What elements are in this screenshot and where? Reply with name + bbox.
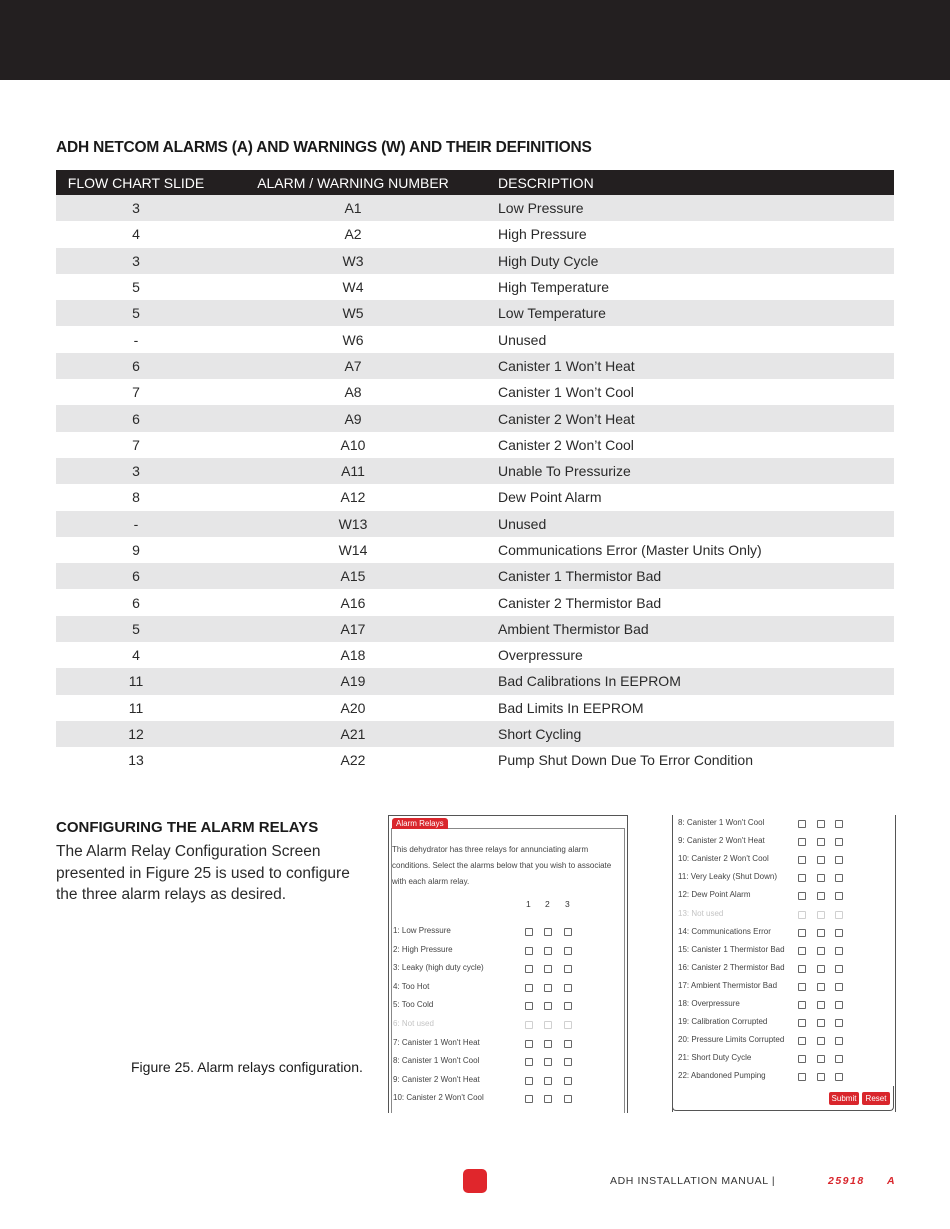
relay-column-2: 2 xyxy=(545,899,550,909)
relay-3-checkbox[interactable] xyxy=(835,1055,843,1063)
relay-alarm-label: 8: Canister 1 Won't Cool xyxy=(393,1056,480,1066)
relay-alarm-label: 11: Very Leaky (Shut Down) xyxy=(678,872,778,882)
relay-alarm-label: 8: Canister 1 Won't Cool xyxy=(678,818,765,827)
cell-description: Low Temperature xyxy=(490,300,894,326)
relay-2-checkbox[interactable] xyxy=(817,965,825,973)
relay-1-checkbox[interactable] xyxy=(798,838,806,846)
cell-alarm-number: A19 xyxy=(216,668,490,694)
cell-description: Bad Limits In EEPROM xyxy=(498,699,644,716)
header-flow-chart-slide: FLOW CHART SLIDE xyxy=(56,170,216,195)
relay-2-checkbox[interactable] xyxy=(817,1055,825,1063)
relay-1-checkbox[interactable] xyxy=(798,1037,806,1045)
relay-3-checkbox[interactable] xyxy=(835,1073,843,1081)
relay-2-checkbox[interactable] xyxy=(544,1077,552,1085)
cell-alarm-number: A1 xyxy=(216,195,490,221)
relay-2-checkbox[interactable] xyxy=(817,1001,825,1009)
cell-alarm-number: A18 xyxy=(340,647,366,664)
relay-3-checkbox[interactable] xyxy=(835,983,843,991)
cell-description: Pump Shut Down Due To Error Condition xyxy=(498,752,753,769)
relay-1-checkbox[interactable] xyxy=(525,984,533,992)
table-header-row xyxy=(56,170,894,195)
table-row xyxy=(56,642,894,668)
relay-alarm-label: 16: Canister 2 Thermistor Bad xyxy=(678,962,785,972)
cell-flow-chart-slide: 6 xyxy=(132,594,140,611)
relay-3-checkbox[interactable] xyxy=(564,1095,572,1103)
relay-1-checkbox[interactable] xyxy=(798,947,806,955)
section-title: ADH NETCOM ALARMS (A) AND WARNINGS (W) AND THEIR DEFINITIONS xyxy=(56,139,592,156)
top-banner xyxy=(0,0,950,80)
relay-2-checkbox[interactable] xyxy=(817,929,825,937)
table-row xyxy=(56,695,894,721)
table-row xyxy=(56,274,894,300)
relay-1-checkbox[interactable] xyxy=(798,1055,806,1063)
brand-mark xyxy=(463,1169,487,1193)
relay-1-checkbox[interactable] xyxy=(798,874,806,882)
relay-alarm-label: 17: Ambient Thermistor Bad xyxy=(678,980,778,990)
relay-1-checkbox[interactable] xyxy=(525,947,533,955)
cell-flow-chart-slide: 6 xyxy=(56,563,216,589)
cell-description: Canister 2 Thermistor Bad xyxy=(498,594,662,611)
relay-alarm-label: 9: Canister 2 Won't Heat xyxy=(393,1074,480,1084)
cell-description: Communications Error (Master Units Only) xyxy=(498,542,762,558)
relay-1-checkbox[interactable] xyxy=(798,1001,806,1009)
cell-flow-chart-slide: 5 xyxy=(56,616,216,642)
relay-3-checkbox[interactable] xyxy=(564,1040,572,1048)
cell-alarm-number: W5 xyxy=(216,300,490,326)
cell-alarm-number: A10 xyxy=(340,436,366,453)
cell-description: Canister 2 Won’t Heat xyxy=(490,405,894,431)
relay-1-checkbox[interactable] xyxy=(525,1077,533,1085)
cell-alarm-number: A21 xyxy=(216,721,490,747)
relay-alarm-label: 10: Canister 2 Won't Cool xyxy=(393,1093,484,1103)
relay-2-checkbox[interactable] xyxy=(817,1037,825,1045)
relay-2-checkbox[interactable] xyxy=(544,965,552,973)
relay-1-checkbox[interactable] xyxy=(798,1019,806,1027)
cell-alarm-number: W6 xyxy=(342,331,364,348)
relay-alarm-label: 12: Dew Point Alarm xyxy=(678,890,751,900)
table-row xyxy=(56,405,894,431)
table-row xyxy=(56,721,894,747)
table-row xyxy=(56,668,894,694)
relay-alarm-label: 5: Too Cold xyxy=(393,1000,434,1010)
relay-3-checkbox[interactable] xyxy=(835,1019,843,1027)
relay-screen-right-frame xyxy=(672,1086,894,1111)
relay-3-checkbox[interactable] xyxy=(564,1077,572,1085)
relay-alarm-label: 10: Canister 2 Won't Cool xyxy=(678,854,769,864)
config-body: The Alarm Relay Configuration Screen presented in Figure 25 is used to configure the three alarm relays as desired. xyxy=(56,843,350,903)
cell-description: Overpressure xyxy=(498,647,583,664)
relay-alarm-label: 4: Too Hot xyxy=(393,981,430,991)
relay-1-checkbox[interactable] xyxy=(798,965,806,973)
relay-1-checkbox[interactable] xyxy=(525,1021,533,1029)
cell-alarm-number: A16 xyxy=(340,594,366,611)
header-alarm-warning-number: ALARM / WARNING NUMBER xyxy=(216,170,490,195)
relay-3-checkbox[interactable] xyxy=(835,929,843,937)
relay-3-checkbox[interactable] xyxy=(835,1001,843,1009)
cell-flow-chart-slide: - xyxy=(133,331,139,348)
relay-3-checkbox[interactable] xyxy=(835,947,843,955)
submit-button[interactable]: Submit xyxy=(829,1092,859,1105)
relay-alarm-label: 2: High Pressure xyxy=(393,944,453,954)
cell-alarm-number: W4 xyxy=(342,279,364,296)
cell-alarm-number: A7 xyxy=(216,353,490,379)
cell-flow-chart-slide: 4 xyxy=(132,226,140,243)
relay-2-checkbox[interactable] xyxy=(544,928,552,936)
cell-description: Canister 2 Won’t Cool xyxy=(498,436,634,453)
cell-alarm-number: W13 xyxy=(216,511,490,537)
relay-alarm-label: 15: Canister 1 Thermistor Bad xyxy=(678,944,785,954)
table-row xyxy=(56,747,894,773)
cell-alarm-number: A11 xyxy=(216,458,490,484)
relay-2-checkbox[interactable] xyxy=(817,874,825,882)
cell-flow-chart-slide: 6 xyxy=(56,405,216,431)
cell-description: High Temperature xyxy=(498,279,610,296)
table-row xyxy=(56,589,894,615)
relay-3-checkbox[interactable] xyxy=(835,1037,843,1045)
cell-flow-chart-slide: - xyxy=(56,511,216,537)
cell-alarm-number: A12 xyxy=(340,489,366,506)
relay-1-checkbox[interactable] xyxy=(525,1040,533,1048)
cell-flow-chart-slide: 3 xyxy=(56,195,216,221)
relay-3-checkbox[interactable] xyxy=(564,947,572,955)
relay-1-checkbox[interactable] xyxy=(525,1058,533,1066)
reset-button[interactable]: Reset xyxy=(862,1092,890,1105)
footer-doc-number: 25918 xyxy=(828,1175,865,1187)
cell-flow-chart-slide: 3 xyxy=(56,458,216,484)
alarm-relays-tab[interactable]: Alarm Relays xyxy=(392,818,448,829)
cell-flow-chart-slide: 9 xyxy=(132,542,140,558)
table-row xyxy=(56,511,894,537)
relay-1-checkbox[interactable] xyxy=(798,1073,806,1081)
relay-alarm-label: 3: Leaky (high duty cycle) xyxy=(393,963,484,973)
relay-3-checkbox[interactable] xyxy=(835,874,843,882)
relay-alarm-label: 13: Not used xyxy=(678,908,724,918)
relay-2-checkbox[interactable] xyxy=(544,1021,552,1029)
relay-column-1: 1 xyxy=(526,899,531,909)
relay-3-checkbox[interactable] xyxy=(564,965,572,973)
header-description: DESCRIPTION xyxy=(490,170,894,195)
relay-2-checkbox[interactable] xyxy=(817,892,825,900)
relay-alarm-label: 19: Calibration Corrupted xyxy=(678,1017,768,1027)
footer-manual-text: ADH INSTALLATION MANUAL | xyxy=(610,1175,776,1187)
relay-1-checkbox[interactable] xyxy=(798,929,806,937)
relay-alarm-label: 22: Abandoned Pumping xyxy=(678,1071,766,1081)
relay-2-checkbox[interactable] xyxy=(817,1073,825,1081)
cell-flow-chart-slide: 12 xyxy=(56,721,216,747)
relay-intro: This dehydrator has three relays for annunciating alarm conditions. Select the alarms below that you wish to associate with each alarm relay. xyxy=(392,845,612,886)
relay-1-checkbox[interactable] xyxy=(525,1095,533,1103)
relay-3-checkbox[interactable] xyxy=(564,1002,572,1010)
relay-2-checkbox[interactable] xyxy=(817,1019,825,1027)
cell-alarm-number: A9 xyxy=(216,405,490,431)
cell-alarm-number: W14 xyxy=(338,542,368,558)
cell-flow-chart-slide: 3 xyxy=(56,248,216,274)
cell-description: Canister 1 Won’t Heat xyxy=(490,353,894,379)
figure-caption: Figure 25. Alarm relays configuration. xyxy=(131,1059,363,1075)
table-row xyxy=(56,326,894,352)
relay-3-checkbox[interactable] xyxy=(564,984,572,992)
relay-1-checkbox[interactable] xyxy=(798,856,806,864)
cell-flow-chart-slide: 4 xyxy=(132,647,140,664)
relay-2-checkbox[interactable] xyxy=(817,947,825,955)
relay-1-checkbox[interactable] xyxy=(798,820,806,828)
relay-2-checkbox[interactable] xyxy=(544,984,552,992)
table-row xyxy=(56,248,894,274)
table-row xyxy=(56,300,894,326)
table-row xyxy=(56,353,894,379)
relay-2-checkbox[interactable] xyxy=(544,1095,552,1103)
cell-alarm-number: A20 xyxy=(340,699,366,716)
relay-alarm-label: 14: Communications Error xyxy=(678,926,771,936)
relay-3-checkbox[interactable] xyxy=(564,928,572,936)
cell-alarm-number: W3 xyxy=(216,248,490,274)
relay-1-checkbox[interactable] xyxy=(798,892,806,900)
relay-1-checkbox[interactable] xyxy=(525,1002,533,1010)
alarms-table xyxy=(56,170,894,774)
cell-description: Unused xyxy=(490,511,894,537)
relay-3-checkbox[interactable] xyxy=(835,965,843,973)
cell-alarm-number: A2 xyxy=(344,226,362,243)
relay-1-checkbox[interactable] xyxy=(798,911,806,919)
relay-2-checkbox[interactable] xyxy=(817,838,825,846)
cell-description: Unused xyxy=(498,331,547,348)
cell-description: Dew Point Alarm xyxy=(498,489,602,506)
relay-3-checkbox[interactable] xyxy=(564,1021,572,1029)
relay-2-checkbox[interactable] xyxy=(817,911,825,919)
cell-alarm-number: A17 xyxy=(216,616,490,642)
relay-alarm-label: 1: Low Pressure xyxy=(393,926,451,935)
table-row xyxy=(56,563,894,589)
cell-flow-chart-slide: 5 xyxy=(56,300,216,326)
cell-flow-chart-slide: 5 xyxy=(132,279,140,296)
relay-1-checkbox[interactable] xyxy=(525,965,533,973)
relay-1-checkbox[interactable] xyxy=(525,928,533,936)
cell-description: Canister 1 Thermistor Bad xyxy=(490,563,894,589)
relay-3-checkbox[interactable] xyxy=(835,820,843,828)
table-row xyxy=(56,616,894,642)
cell-description: Ambient Thermistor Bad xyxy=(490,616,894,642)
config-title: CONFIGURING THE ALARM RELAYS xyxy=(56,819,319,836)
cell-description: Canister 1 Won’t Cool xyxy=(498,384,634,401)
relay-alarm-label: 6: Not used xyxy=(393,1019,434,1028)
cell-flow-chart-slide: 8 xyxy=(132,489,140,506)
cell-description: High Pressure xyxy=(498,226,587,243)
relay-column-3: 3 xyxy=(565,899,570,909)
table-row xyxy=(56,379,894,405)
relay-2-checkbox[interactable] xyxy=(544,947,552,955)
relay-3-checkbox[interactable] xyxy=(835,911,843,919)
cell-flow-chart-slide: 7 xyxy=(132,384,140,401)
relay-1-checkbox[interactable] xyxy=(798,983,806,991)
relay-2-checkbox[interactable] xyxy=(817,820,825,828)
relay-3-checkbox[interactable] xyxy=(835,856,843,864)
table-row xyxy=(56,458,894,484)
table-row xyxy=(56,195,894,221)
cell-description: Low Pressure xyxy=(490,195,894,221)
cell-description: Short Cycling xyxy=(490,721,894,747)
relay-alarm-label: 9: Canister 2 Won't Heat xyxy=(678,836,765,846)
table-row xyxy=(56,484,894,510)
cell-flow-chart-slide: 11 xyxy=(56,668,216,694)
cell-description: High Duty Cycle xyxy=(490,248,894,274)
relay-alarm-label: 18: Overpressure xyxy=(678,999,740,1008)
relay-2-checkbox[interactable] xyxy=(544,1058,552,1066)
cell-flow-chart-slide: 13 xyxy=(128,752,144,769)
relay-2-checkbox[interactable] xyxy=(544,1002,552,1010)
relay-3-checkbox[interactable] xyxy=(835,892,843,900)
table-row xyxy=(56,432,894,458)
relay-3-checkbox[interactable] xyxy=(564,1058,572,1066)
cell-alarm-number: A8 xyxy=(344,384,362,401)
footer-revision: A xyxy=(887,1175,895,1187)
cell-flow-chart-slide: 11 xyxy=(128,699,144,716)
relay-2-checkbox[interactable] xyxy=(817,983,825,991)
relay-alarm-label: 20: Pressure Limits Corrupted xyxy=(678,1035,785,1045)
table-row xyxy=(56,537,894,563)
relay-3-checkbox[interactable] xyxy=(835,838,843,846)
cell-description: Bad Calibrations In EEPROM xyxy=(490,668,894,694)
cell-flow-chart-slide: 7 xyxy=(132,436,140,453)
table-row xyxy=(56,221,894,247)
cell-description: Unable To Pressurize xyxy=(490,458,894,484)
cell-flow-chart-slide: 6 xyxy=(56,353,216,379)
relay-2-checkbox[interactable] xyxy=(544,1040,552,1048)
relay-alarm-label: 7: Canister 1 Won't Heat xyxy=(393,1037,480,1047)
relay-2-checkbox[interactable] xyxy=(817,856,825,864)
relay-alarm-label: 21: Short Duty Cycle xyxy=(678,1053,752,1063)
cell-alarm-number: A15 xyxy=(216,563,490,589)
cell-alarm-number: A22 xyxy=(340,752,366,769)
